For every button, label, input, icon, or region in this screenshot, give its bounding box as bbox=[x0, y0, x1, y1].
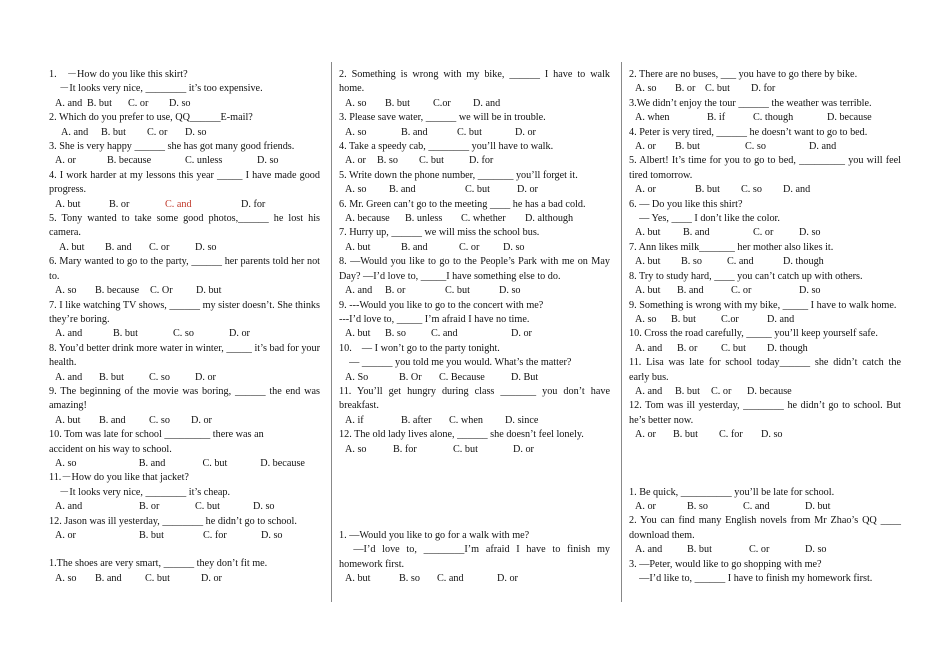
question-item bbox=[339, 385, 610, 428]
answer-options bbox=[49, 414, 320, 428]
question-text: 4. Peter is very tired, ______ he doesn’t want to go to bed. bbox=[629, 126, 868, 138]
question-text: 5. Albert! It’s time for you to go to bed, _________ you will feel tired tomorrow. bbox=[629, 155, 901, 181]
answer-options bbox=[49, 126, 320, 140]
answer-option: A. but bbox=[345, 241, 371, 253]
answer-option: A. or bbox=[55, 530, 76, 541]
answer-options bbox=[629, 342, 901, 356]
question-item bbox=[49, 299, 320, 342]
answer-option: C. so bbox=[149, 414, 170, 426]
question-item bbox=[339, 529, 610, 587]
answer-option: A. so bbox=[55, 285, 77, 297]
question-text-line: ---I’d love to, _____ I’m afraid I have no time. bbox=[339, 313, 530, 325]
question-text: 11.－How do you like that jacket? bbox=[49, 472, 189, 484]
question-item bbox=[339, 198, 610, 227]
question-text: 2. There are no buses, ___ you have to go there by bike. bbox=[629, 69, 858, 80]
question-text-line: －It looks very nice, ________ it’s too expensive. bbox=[49, 83, 263, 95]
answer-option: C. so bbox=[745, 141, 766, 153]
answer-option: D. or bbox=[191, 414, 212, 426]
answer-option: B. or bbox=[675, 83, 696, 95]
answer-options bbox=[629, 140, 901, 154]
answer-option: B. and bbox=[677, 285, 704, 297]
answer-option: C. but bbox=[419, 155, 444, 167]
question-item bbox=[629, 126, 901, 155]
answer-option: D. or bbox=[515, 126, 536, 138]
answer-option: D. and bbox=[473, 97, 501, 109]
answer-option: D. so bbox=[499, 285, 521, 297]
answer-option: C. or bbox=[128, 97, 149, 109]
question-text: 6. Mr. Green can’t go to the meeting ____ he has a bad cold. bbox=[339, 198, 586, 210]
answer-option: A. but bbox=[55, 198, 81, 210]
question-text: 10. Tom was late for school _________ there was an bbox=[49, 429, 264, 441]
answer-option: B. after bbox=[401, 414, 432, 426]
question-item bbox=[49, 140, 320, 169]
answer-option: B. but bbox=[687, 544, 712, 556]
answer-options bbox=[629, 82, 901, 96]
answer-options bbox=[339, 327, 610, 341]
question-item bbox=[49, 471, 320, 514]
answer-option: C. but bbox=[705, 83, 730, 95]
answer-options bbox=[339, 183, 610, 197]
answer-option: C. but bbox=[721, 342, 746, 354]
answer-options bbox=[49, 457, 320, 471]
answer-option: C. but bbox=[145, 572, 170, 584]
answer-option: A. when bbox=[635, 112, 670, 124]
question-text: 5. Tony wanted to take some good photos,______ he lost his camera. bbox=[49, 213, 320, 239]
answer-option: B. and bbox=[401, 126, 428, 138]
question-text: 1. Be quick, __________ you’ll be late for school. bbox=[629, 486, 835, 498]
answer-option: C. or bbox=[749, 544, 770, 556]
question-text: 4. Take a speedy cab, ________ you’ll have to walk. bbox=[339, 141, 554, 153]
question-text: 10. Cross the road carefully, _____ you’ll keep yourself safe. bbox=[629, 328, 878, 340]
answer-options bbox=[629, 255, 901, 269]
answer-option: B. but bbox=[87, 97, 112, 109]
answer-option: A. or bbox=[635, 429, 656, 441]
question-item bbox=[339, 226, 610, 255]
answer-options bbox=[629, 183, 901, 197]
question-text: 5. Write down the phone number, _______ you’ll forget it. bbox=[339, 169, 578, 181]
answer-option: D. for bbox=[751, 83, 776, 95]
answer-option: C. or bbox=[459, 241, 480, 253]
question-text: 6. — Do you like this shirt? bbox=[629, 198, 743, 210]
answer-option: B. and bbox=[683, 227, 710, 239]
question-text: 8. You’d better drink more water in winter, _____ it’s bad for your health. bbox=[49, 342, 320, 369]
answer-option: A. and bbox=[345, 285, 373, 297]
answer-option: B. so bbox=[385, 328, 406, 340]
section-spacer bbox=[49, 543, 320, 557]
answer-option: C. for bbox=[203, 530, 227, 541]
answer-option: C. but bbox=[465, 184, 490, 196]
answer-option: C. and bbox=[437, 573, 464, 585]
column-divider bbox=[621, 62, 622, 602]
answer-options bbox=[339, 97, 610, 111]
answer-option: A. or bbox=[55, 155, 76, 167]
question-text: 12. Jason was ill yesterday, ________ he didn’t go to school. bbox=[49, 515, 297, 527]
answer-option: A. so bbox=[55, 572, 77, 584]
question-item bbox=[339, 111, 610, 140]
answer-option: A. but bbox=[345, 328, 371, 340]
answer-option: A. and bbox=[635, 342, 663, 354]
question-item bbox=[339, 68, 610, 111]
answer-option: A. so bbox=[345, 184, 367, 196]
question-text-line: －It looks very nice, ________ it’s cheap. bbox=[49, 486, 231, 498]
answer-option: D. so bbox=[799, 285, 821, 297]
question-item bbox=[629, 154, 901, 197]
question-text: 1. －How do you like this skirt? bbox=[49, 69, 188, 80]
answer-option: D. so bbox=[799, 227, 821, 239]
question-text: 10. — I won’t go to the party tonight. bbox=[339, 342, 500, 354]
answer-option: D. because bbox=[260, 457, 305, 469]
question-text-line: —I’d like to, ______ I have to finish my homework first. bbox=[629, 573, 873, 584]
answer-option: B. because bbox=[95, 285, 140, 297]
answer-option: B. but bbox=[673, 429, 698, 441]
answer-option: C. or bbox=[731, 285, 752, 297]
answer-option: C. whether bbox=[461, 213, 506, 225]
question-item bbox=[49, 428, 320, 471]
answer-option: A. and bbox=[635, 544, 663, 556]
answer-option: C. but bbox=[445, 285, 470, 297]
answer-option: D. so bbox=[261, 530, 283, 541]
answer-options bbox=[339, 414, 610, 428]
answer-options bbox=[339, 284, 610, 298]
answer-option: C. but bbox=[457, 126, 482, 138]
question-item bbox=[49, 212, 320, 255]
answer-option: C. and bbox=[727, 256, 754, 268]
answer-option: D. because bbox=[747, 385, 792, 397]
answer-option: B. and bbox=[389, 184, 416, 196]
question-item bbox=[49, 111, 320, 140]
answer-option: D. so bbox=[253, 501, 275, 513]
answer-option: A. and bbox=[55, 371, 83, 383]
answer-option: A. and bbox=[55, 97, 83, 109]
question-text: 3. She is very happy ______ she has got many good friends. bbox=[49, 141, 295, 153]
answer-option: D. but bbox=[196, 285, 222, 297]
answer-options bbox=[339, 126, 610, 140]
answer-option: D. because bbox=[827, 112, 872, 124]
answer-option: A. or bbox=[635, 184, 656, 196]
answer-option: B. and bbox=[99, 414, 126, 426]
answer-options bbox=[339, 154, 610, 168]
answer-option: A. so bbox=[635, 83, 657, 95]
answer-options bbox=[339, 443, 610, 457]
answer-option: B. or bbox=[109, 198, 130, 210]
answer-option: A. so bbox=[345, 443, 367, 455]
answer-option: D. and bbox=[767, 313, 795, 325]
answer-option: D. or bbox=[497, 573, 518, 585]
answer-option: A. but bbox=[635, 227, 661, 239]
answer-option: A. so bbox=[55, 457, 77, 469]
question-text: 8. Try to study hard, ____ you can’t catch up with others. bbox=[629, 270, 863, 282]
answer-option: B. so bbox=[377, 155, 398, 167]
answer-option: A. but bbox=[635, 256, 661, 268]
answer-option: C. or bbox=[753, 227, 774, 239]
answer-option: D. so bbox=[257, 155, 279, 167]
answer-option: B. but bbox=[385, 97, 410, 109]
answer-option: C. or bbox=[147, 126, 168, 138]
answer-option: D. though bbox=[767, 342, 808, 354]
question-text: 9. ---Would you like to go to the concert with me? bbox=[339, 299, 544, 311]
question-item bbox=[49, 68, 320, 111]
question-item bbox=[629, 241, 901, 270]
answer-option: A. but bbox=[345, 573, 371, 585]
answer-option: D. so bbox=[761, 429, 783, 441]
answer-option: B. but bbox=[671, 313, 696, 325]
answer-option: D. so bbox=[169, 97, 191, 109]
question-item bbox=[629, 198, 901, 241]
question-text: 12. The old lady lives alone, ______ she doesn’t feel lonely. bbox=[339, 429, 584, 441]
answer-option: B. but bbox=[695, 184, 720, 196]
answer-option: A. because bbox=[345, 213, 390, 225]
answer-option: B. or bbox=[677, 342, 698, 354]
answer-options bbox=[629, 111, 901, 125]
answer-options bbox=[339, 241, 610, 255]
answer-option: C. or bbox=[711, 385, 732, 397]
answer-option: A. So bbox=[345, 371, 369, 383]
question-text: 2. Which do you prefer to use, QQ______E-mail? bbox=[49, 112, 253, 124]
question-item bbox=[49, 557, 320, 586]
answer-option: B. if bbox=[707, 112, 726, 124]
answer-options bbox=[629, 284, 901, 298]
question-text: 9. Something is wrong with my bike, _____ I have to walk home. bbox=[629, 299, 897, 311]
answer-option: B. so bbox=[687, 500, 708, 512]
question-item bbox=[339, 169, 610, 198]
answer-option: D. since bbox=[505, 414, 539, 426]
answer-options bbox=[49, 97, 320, 111]
answer-option: D. although bbox=[525, 213, 574, 225]
answer-option: B. or bbox=[385, 285, 406, 297]
answer-option: B. because bbox=[107, 155, 152, 167]
answer-option: B. but bbox=[99, 371, 124, 383]
answer-options bbox=[629, 543, 901, 557]
answer-option: A. or bbox=[635, 500, 656, 512]
column-divider bbox=[331, 62, 332, 602]
question-text: 9. The beginning of the movie was boring, ______ the end was amazing! bbox=[49, 385, 320, 412]
answer-option: D. or bbox=[513, 443, 534, 455]
question-item bbox=[629, 486, 901, 515]
answer-options bbox=[49, 572, 320, 586]
answer-option: C. and bbox=[743, 500, 770, 512]
answer-option: C. but bbox=[202, 457, 228, 469]
answer-option: B. or bbox=[139, 501, 160, 513]
answer-option: A. or bbox=[635, 141, 656, 153]
answer-option: A. but bbox=[59, 241, 85, 253]
answer-option: D. though bbox=[783, 256, 824, 268]
question-text: 7. Ann likes milk_______ her mother also likes it. bbox=[629, 241, 834, 253]
question-item bbox=[629, 299, 901, 328]
question-text: 4. I work harder at my lessons this year _____ I have made good progress. bbox=[49, 169, 320, 196]
answer-options bbox=[49, 500, 320, 514]
question-text: 1.The shoes are very smart, ______ they don’t fit me. bbox=[49, 558, 268, 570]
answer-option: C. so bbox=[149, 371, 170, 383]
answer-option: B. so bbox=[399, 573, 420, 585]
question-item bbox=[629, 97, 901, 126]
answer-option: C. or bbox=[149, 241, 170, 253]
answer-option: A. so bbox=[345, 97, 367, 109]
answer-option: A. but bbox=[55, 414, 81, 426]
answer-option: C. but bbox=[195, 501, 220, 513]
question-text: 2. You can find many English novels from Mr Zhao’s QQ ____ download them. bbox=[629, 515, 901, 541]
answer-options bbox=[49, 371, 320, 385]
question-text: 7. I like watching TV shows, ______ my sister doesn’t. She thinks they’re boring. bbox=[49, 299, 320, 325]
answer-option: D. so bbox=[195, 241, 217, 253]
answer-option: D. or bbox=[195, 371, 216, 383]
answer-options bbox=[629, 385, 901, 399]
question-text: 6. Mary wanted to go to the party, ______ her parents told her not to. bbox=[49, 256, 320, 282]
question-text: 3.We didn’t enjoy the tour ______ the weather was terrible. bbox=[629, 97, 872, 109]
answer-option: D. and bbox=[783, 184, 811, 196]
question-item bbox=[49, 515, 320, 544]
section-spacer bbox=[339, 457, 610, 529]
answer-option: B. so bbox=[681, 256, 702, 268]
question-item bbox=[49, 255, 320, 298]
answer-option: D. or bbox=[201, 572, 222, 584]
answer-option: C. when bbox=[449, 414, 483, 426]
answer-option: C. for bbox=[719, 429, 743, 441]
question-text: 3. —Peter, would like to go shopping with me? bbox=[629, 558, 822, 570]
answer-option: B. and bbox=[138, 457, 166, 469]
answer-option: D. or bbox=[229, 328, 250, 340]
answer-option: C. and bbox=[165, 198, 192, 210]
answer-option: C. though bbox=[753, 112, 794, 124]
answer-option: C. so bbox=[741, 184, 762, 196]
answer-option: A. or bbox=[345, 155, 366, 167]
answer-option: A. so bbox=[345, 126, 367, 138]
answer-option: C. unless bbox=[185, 155, 223, 167]
column-2 bbox=[339, 68, 610, 587]
question-text: 12. Tom was ill yesterday, ________ he didn’t go to school. But he’s better now. bbox=[629, 400, 901, 426]
question-text-line: —I’d love to, ________I’m afraid I have to finish my homework first. bbox=[339, 544, 610, 570]
answer-option: D. or bbox=[511, 328, 532, 340]
answer-option: A. so bbox=[635, 313, 657, 325]
question-text: 11. Lisa was late for school today______ she didn’t catch the early bus. bbox=[629, 357, 901, 383]
column-3 bbox=[629, 68, 901, 586]
answer-option: B. and bbox=[95, 572, 122, 584]
question-item bbox=[629, 68, 901, 97]
answer-option: C. and bbox=[431, 328, 458, 340]
answer-option: A. and bbox=[55, 328, 83, 340]
answer-options bbox=[629, 226, 901, 240]
answer-options bbox=[49, 154, 320, 168]
question-item bbox=[49, 169, 320, 212]
answer-option: D. for bbox=[469, 155, 494, 167]
answer-options bbox=[49, 198, 320, 212]
column-1 bbox=[49, 68, 320, 586]
question-item bbox=[629, 514, 901, 557]
answer-option: D. and bbox=[809, 141, 837, 153]
answer-option: B. but bbox=[101, 126, 126, 138]
question-item bbox=[629, 270, 901, 299]
answer-option: D. for bbox=[241, 198, 266, 210]
question-item bbox=[339, 299, 610, 342]
question-item bbox=[629, 356, 901, 399]
question-text: 1. —Would you like to go for a walk with me? bbox=[339, 529, 530, 541]
answer-option: C. Because bbox=[439, 371, 485, 383]
answer-option: D. But bbox=[511, 371, 539, 383]
question-text-line: — ______ you told me you would. What’s the matter? bbox=[339, 357, 572, 369]
question-text: 2. Something is wrong with my bike, ______ I have to walk home. bbox=[339, 69, 610, 95]
question-item bbox=[49, 385, 320, 428]
question-text: 8. —Would you like to go to the People’s Park with me on May Day? —I’d love to, _____I have something else to do. bbox=[339, 256, 610, 282]
answer-option: C.or bbox=[433, 97, 451, 109]
answer-option: D. so bbox=[503, 241, 525, 253]
answer-options bbox=[629, 500, 901, 514]
answer-options bbox=[339, 572, 610, 586]
question-item bbox=[339, 255, 610, 298]
question-text: 3. Please save water, ______ we will be in trouble. bbox=[339, 112, 546, 124]
answer-option: B. but bbox=[113, 328, 138, 340]
answer-option: A. if bbox=[345, 414, 364, 426]
answer-option: C. so bbox=[173, 328, 194, 340]
question-text: 7. Hurry up, ______ we will miss the school bus. bbox=[339, 227, 540, 239]
answer-options bbox=[629, 313, 901, 327]
answer-options bbox=[49, 327, 320, 341]
question-item bbox=[629, 399, 901, 442]
answer-option: A. and bbox=[55, 501, 83, 513]
question-item bbox=[339, 428, 610, 457]
question-text: 11. You’ll get hungry during class _______ you don’t have breakfast. bbox=[339, 385, 610, 412]
answer-option: D. so bbox=[185, 126, 207, 138]
question-text-line: accident on his way to school. bbox=[49, 443, 172, 455]
answer-options bbox=[49, 284, 320, 298]
answer-options bbox=[629, 428, 901, 442]
answer-option: B. Or bbox=[399, 371, 422, 383]
answer-option: B. unless bbox=[405, 213, 443, 225]
question-text-line: — Yes, ____ I don’t like the color. bbox=[629, 213, 780, 225]
question-item bbox=[629, 327, 901, 356]
answer-options bbox=[339, 371, 610, 385]
answer-option: B. but bbox=[139, 530, 164, 541]
answer-option: B. and bbox=[105, 241, 132, 253]
answer-option: C. but bbox=[453, 443, 478, 455]
question-item bbox=[339, 140, 610, 169]
answer-option: B. and bbox=[401, 241, 428, 253]
answer-option: C. Or bbox=[150, 285, 173, 297]
answer-options bbox=[49, 529, 320, 543]
answer-option: A. and bbox=[635, 385, 663, 397]
section-spacer bbox=[629, 443, 901, 486]
answer-option: A. but bbox=[635, 285, 661, 297]
answer-option: D. or bbox=[517, 184, 538, 196]
question-item bbox=[339, 342, 610, 385]
answer-options bbox=[339, 212, 610, 226]
answer-options bbox=[49, 241, 320, 255]
question-item bbox=[629, 558, 901, 587]
question-item bbox=[49, 342, 320, 385]
answer-option: D. so bbox=[805, 544, 827, 556]
answer-option: B. for bbox=[393, 443, 417, 455]
answer-option: D. but bbox=[805, 500, 831, 512]
answer-option: B. but bbox=[675, 141, 700, 153]
answer-option: B. but bbox=[675, 385, 700, 397]
answer-option: C.or bbox=[721, 313, 739, 325]
answer-option: A. and bbox=[61, 126, 89, 138]
